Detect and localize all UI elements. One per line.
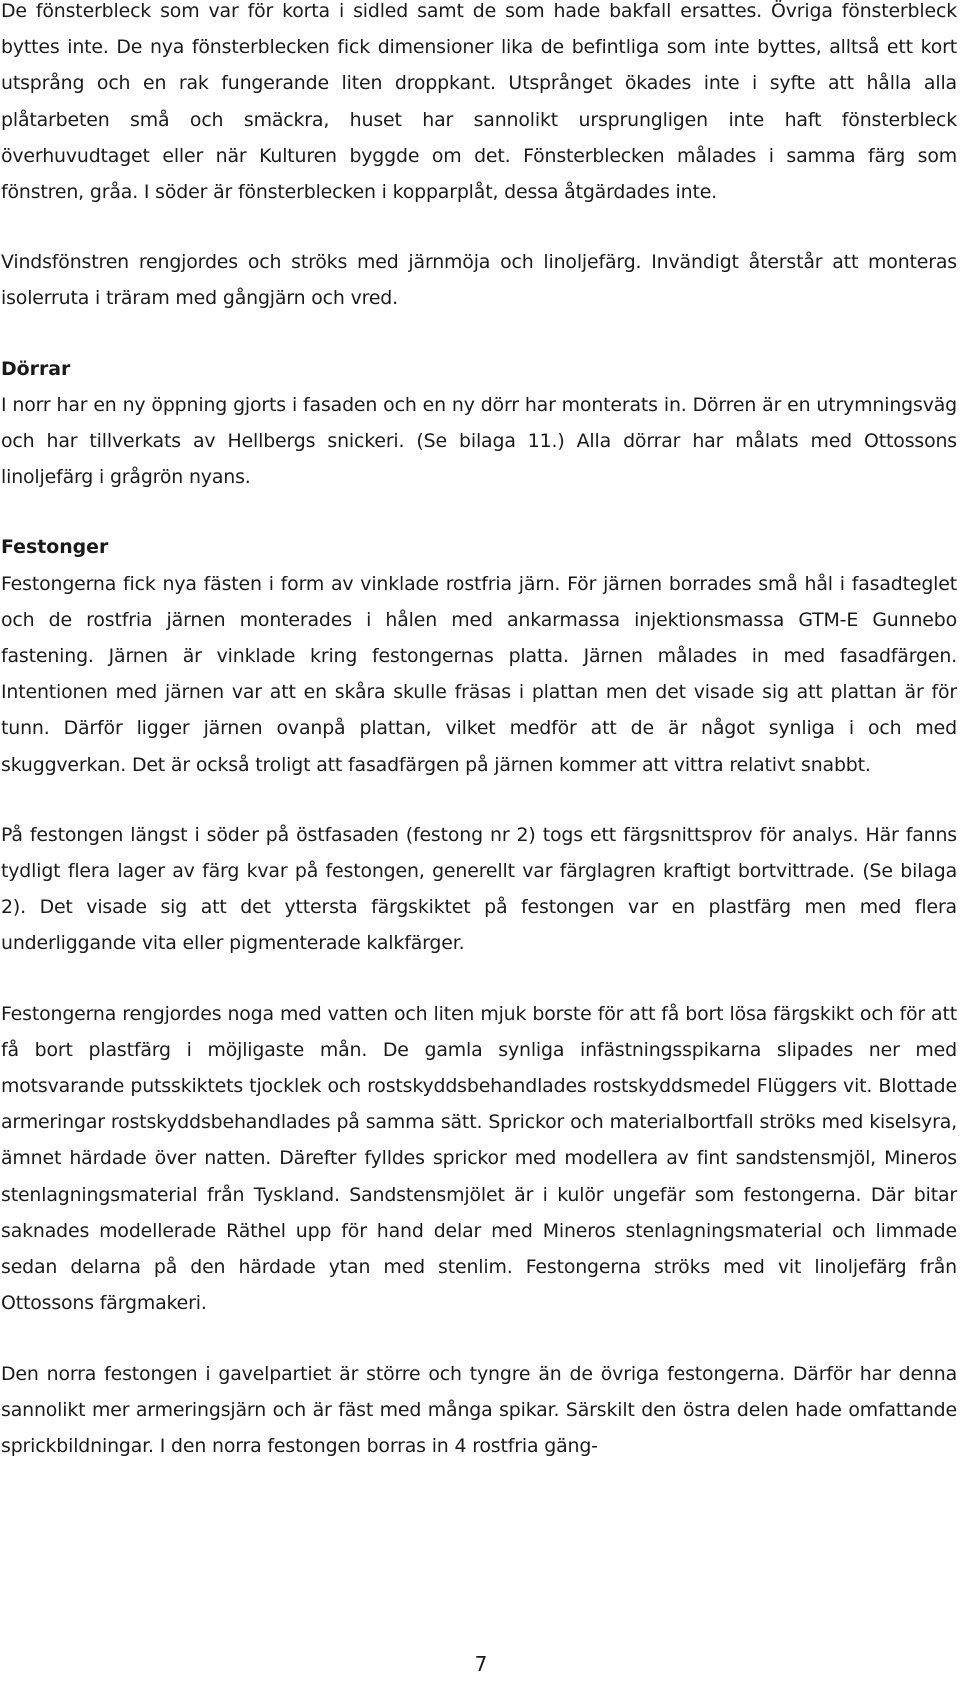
paragraph-doors: I norr har en ny öppning gjorts i fasaden och en ny dörr har monterats in. Dörren är en utrymningsväg och har tillverkats av Hellbergs snickeri. (Se bilaga 11.) Alla dörrar har målats med Ottossons linoljefärg i grågrön nyans. xyxy=(1,393,957,489)
paragraph-festonger-fasteners: Festongerna fick nya fästen i form av vinklade rostfria järn. För järnen borrades små hål i fasadteglet och de rostfria järnen monterades i hålen med ankarmassa injektionsmassa GTM-E Gunnebo fastening. Järnen är vinklade kring festongernas platta. Järnen målades in med fasadfärgen. Intentionen med järnen var att en skåra skulle fräsas i plattan men det visade sig att plattan är för tunn. Därför ligger järnen ovanpå plattan, vilket medför att de är något synliga i och med skuggverkan. Det är också troligt att fasadfärgen på järnen kommer att vittra relativt snabbt. xyxy=(1,572,957,776)
paragraph-spacer xyxy=(1,317,957,351)
paragraph-paint-sample: På festongen längst i söder på östfasaden (festong nr 2) togs ett färgsnittsprov för analys. Här fanns tydligt flera lager av färg kvar på festongen, generellt var färglagren kraftigt bortvittrade. (Se bilaga 2). Det visade sig att det yttersta färgskiktet på festongen var en plastfärg men med flera underliggande vita eller pigmenterade kalkfärger. xyxy=(1,823,957,955)
paragraph-spacer xyxy=(1,495,957,529)
paragraph-spacer xyxy=(1,962,957,996)
page-number: 7 xyxy=(474,1652,488,1676)
paragraph-spacer xyxy=(1,783,957,817)
paragraph-spacer xyxy=(1,1322,957,1356)
heading-festonger: Festonger xyxy=(1,536,109,559)
paragraph-north-festong: Den norra festongen i gavelpartiet är större och tyngre än de övriga festongerna. Därför har denna sannolikt mer armeringsjärn och är fäst med många spikar. Särskilt den östra delen hade omfattande sprickbildningar. I den norra festongen borras in 4 rostfria gäng- xyxy=(1,1362,957,1457)
paragraph-window-sills: De fönsterbleck som var för korta i sidled samt de som hade bakfall ersattes. Övriga fönsterbleck byttes inte. De nya fönsterblecken fick dimensioner lika de befintliga som inte byttes, alltså ett kort utsprång och en rak fungerande liten droppkant. Utsprånget ökades inte i syfte att hålla alla plåtarbeten små och smäckra, huset har sannolikt ursprungligen inte haft fönsterbleck överhuvudtaget eller när Kulturen byggde om det. Fönsterblecken målades i samma färg som fönstren, gråa. I söder är fönsterblecken i kopparplåt, dessa åtgärdades inte. xyxy=(1,0,957,204)
paragraph-attic-windows: Vindsfönstren rengjordes och ströks med järnmöja och linoljefärg. Invändigt återstår att monteras isolerruta i träram med gångjärn och vred. xyxy=(1,251,957,310)
heading-doors: Dörrar xyxy=(1,357,71,380)
paragraph-spacer xyxy=(1,210,957,244)
paragraph-festonger-cleaning: Festongerna rengjordes noga med vatten och liten mjuk borste för att få bort lösa färgskikt och för att få bort plastfärg i möjligaste mån. De gamla synliga infästningsspikarna slipades ner med motsvarande putsskiktets tjocklek och rostskyddsbehandlades rostskyddsmedel Flüggers vit. Blottade armeringar rostskyddsbehandlades på samma sätt. Sprickor och materialbortfall ströks med kiselsyra, ämnet härdade över natten. Därefter fylldes sprickor med modellera av fint sandstensmjöl, Mineros stenlagningsmaterial från Tyskland. Sandstensmjölet är i kulör ungefär som festongerna. Där bitar saknades modellerade Räthel upp för hand delar med Mineros stenlagningsmaterial och limmade sedan delarna på den härdade ytan med stenlim. Festongerna ströks med vit linoljefärg från Ottossons färgmakeri. xyxy=(1,1002,957,1315)
